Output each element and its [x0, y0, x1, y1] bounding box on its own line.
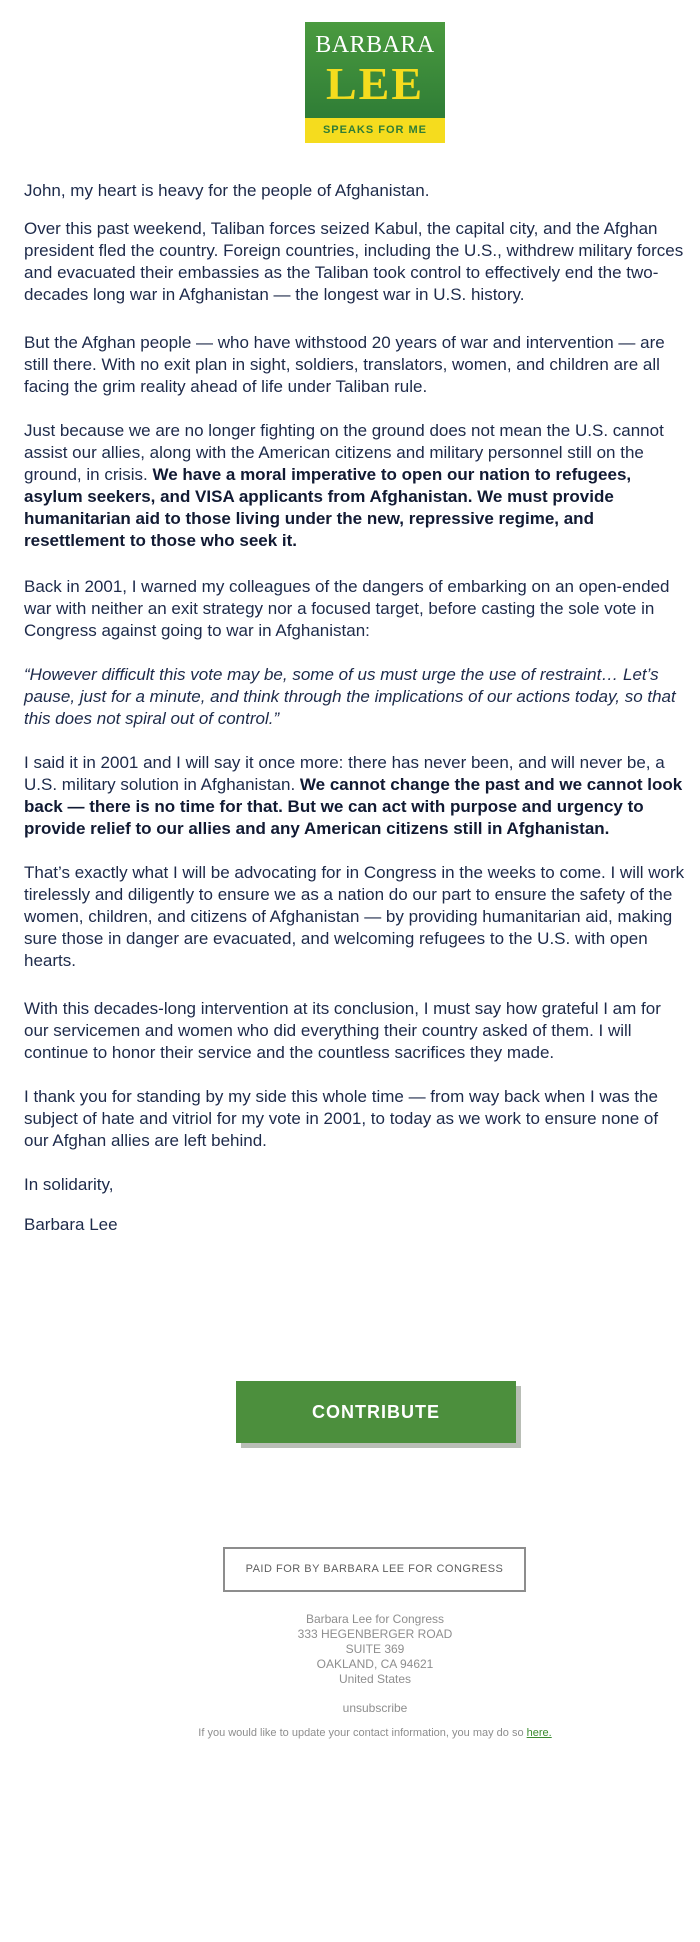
closing: In solidarity,: [24, 1175, 114, 1194]
unsubscribe-link[interactable]: unsubscribe: [342, 1701, 408, 1715]
paragraph-7: With this decades-long intervention at its conclusion, I must say how grateful I am for our servicemen and women who did everything their country asked of them. I will continue to honor their service and the countless sacrifices they made.: [24, 999, 661, 1062]
quote: “However difficult this vote may be, some of us must urge the use of restraint… Let’s pause, just for a minute, and think through the implications of our actions today, so that this does not spiral out of control.”: [24, 665, 676, 728]
logo-last-name: LEE: [325, 58, 425, 109]
paid-for-disclaimer: PAID FOR BY BARBARA LEE FOR CONGRESS: [223, 1547, 526, 1592]
contribute-button[interactable]: CONTRIBUTE: [236, 1381, 516, 1443]
logo-tagline: SPEAKS FOR ME: [305, 118, 445, 143]
paragraph-4: Back in 2001, I warned my colleagues of the dangers of embarking on an open-ended war with neither an exit strategy nor a focused target, before casting the sole vote in Congress against going to war in Afghanistan:: [24, 577, 670, 640]
signature: Barbara Lee: [24, 1215, 118, 1234]
greeting: John, my heart is heavy for the people of Afghanistan.: [24, 181, 430, 200]
paragraph-8: I thank you for standing by my side this whole time — from way back when I was the subject of hate and vitriol for my vote in 2001, to today as we work to ensure none of our Afghan allies are left behind.: [24, 1087, 659, 1150]
update-contact-info: If you would like to update your contact information, you may do so here.: [198, 1727, 552, 1739]
paragraph-3: Just because we are no longer fighting on the ground does not mean the U.S. cannot assist our allies, along with the American citizens and military personnel still on the ground, in crisis. We have a moral imperative to open our nation to refugees, asylum seekers, and VISA applicants from Afghanistan. We must provide humanitarian aid to those living under the new, repressive regime, and resettlement to those who seek it.: [24, 421, 664, 550]
update-contact-link[interactable]: here.: [526, 1727, 552, 1739]
barbara-lee-logo: [305, 22, 445, 143]
paragraph-1: Over this past weekend, Taliban forces seized Kabul, the capital city, and the Afghan president fled the country. Foreign countries, including the U.S., withdrew military forces and evacuated their embassies as the Taliban took control to effectively end the two- decades long war in Afghanistan — the longest war in U.S. history.: [24, 219, 684, 304]
mailing-address: Barbara Lee for Congress 333 HEGENBERGER ROAD SUITE 369 OAKLAND, CA 94621 United States: [297, 1612, 453, 1686]
logo-first-name: BARBARA: [315, 32, 435, 58]
paragraph-6: That’s exactly what I will be advocating for in Congress in the weeks to come. I will work tirelessly and diligently to ensure we as a nation do our part to ensure the safety of the women, children, and citizens of Afghanistan — by providing humanitarian aid, making sure those in danger are evacuated, and welcoming refugees to the U.S. with open hearts.: [24, 863, 685, 970]
paragraph-2: But the Afghan people — who have withstood 20 years of war and intervention — are still there. With no exit plan in sight, soldiers, translators, women, and children are all facing the grim reality ahead of life under Taliban rule.: [24, 333, 665, 396]
paragraph-5: I said it in 2001 and I will say it once more: there has never been, and will never be, a U.S. military solution in Afghanistan. We cannot change the past and we cannot look back — there is no time for that. But we can act with purpose and urgency to provide relief to our allies and any American citizens still in Afghanistan.: [24, 753, 683, 838]
